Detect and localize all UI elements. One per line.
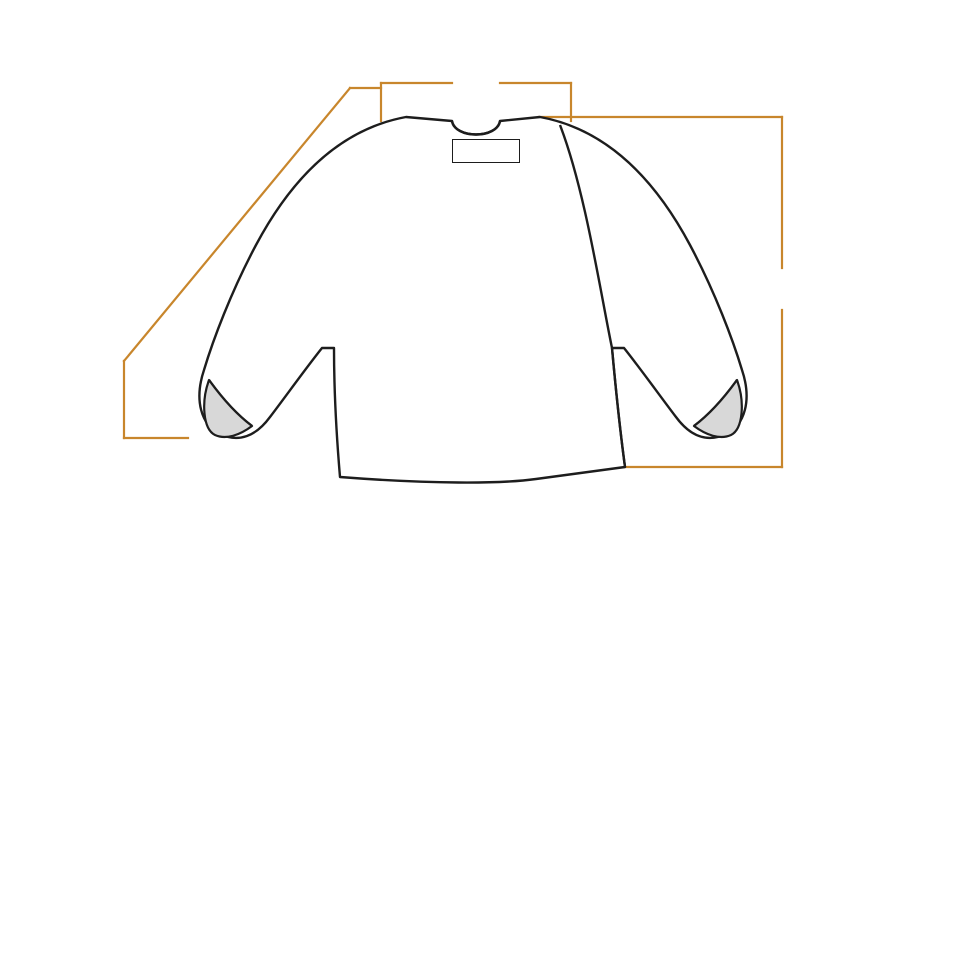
brand-neck-label <box>452 139 520 163</box>
